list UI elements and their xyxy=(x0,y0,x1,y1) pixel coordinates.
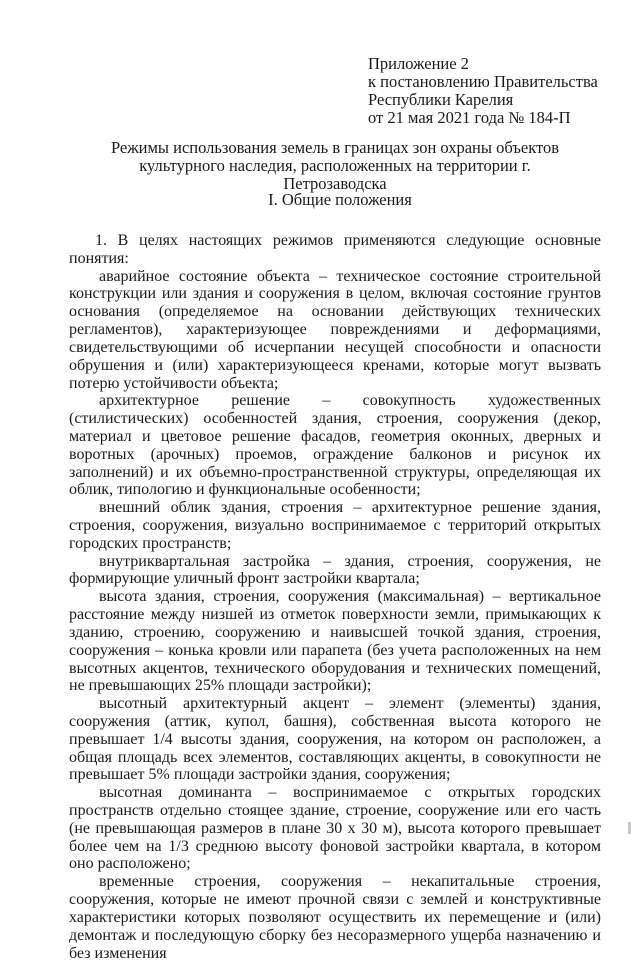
scan-margin-mark xyxy=(628,822,631,834)
paragraph: высотная доминанта – воспринимаемое с открытых городских пространств отдельно стоящее здание, строение, сооружение или его часть (не превышающая размеров в плане 30 х 30 м), высота которого превышает более чем на 1/3 среднюю высоту фоновой застройки квартала, в котором оно расположено; xyxy=(69,784,601,873)
paragraph: высота здания, строения, сооружения (максимальная) – вертикальное расстояние между низшей из отметок поверхности земли, примыкающих к зданию, строению, сооружению и наивысшей точкой здания, строения, сооружения – конька кровли или парапета (без учета расположенных на нем высотных акцентов, технического оборудования и технических помещений, не превышающих 25% площади застройки); xyxy=(69,588,601,695)
paragraph: внешний облик здания, строения – архитектурное решение здания, строения, сооружения, визуально воспринимаемое с территорий открытых городских пространств; xyxy=(69,499,601,552)
paragraph: архитектурное решение – совокупность художественных (стилистических) особенностей здания, строения, сооружения (декор, материал и цветовое решение фасадов, геометрия оконных, дверных и воротных (арочных) проемов, ограждение балконов и рисунок их заполнений) и их объемно-пространственной структуры, определяющая их облик, типологию и функциональные особенности; xyxy=(69,392,601,499)
title-line: Режимы использования земель в границах зон охраны объектов xyxy=(110,138,560,157)
appendix-line: от 21 мая 2021 года № 184-П xyxy=(368,108,571,127)
document-body xyxy=(69,232,601,962)
appendix-line: Республики Карелия xyxy=(368,90,514,109)
paragraph: высотный архитектурный акцент – элемент (элементы) здания, сооружения (аттик, купол, башня), собственная высота которого не превышает 1/4 высоты здания, сооружения, на котором он расположен, а общая площадь всех элементов, составляющих акценты, в совокупности не превышает 5% площади застройки здания, сооружения; xyxy=(69,695,601,784)
title-line: культурного наследия, расположенных на территории г. Петрозаводска xyxy=(139,156,531,193)
appendix-header xyxy=(368,55,598,127)
paragraph: 1. В целях настоящих режимов применяются следующие основные понятия: xyxy=(69,232,601,267)
section-heading: I. Общие положения xyxy=(268,190,412,209)
appendix-line: к постановлению Правительства xyxy=(368,72,598,91)
paragraph: временные строения, сооружения – некапитальные строения, сооружения, которые не имеют прочной связи с землей и конструктивные характеристики которых позволяют осуществить их перемещение и (или) демонтаж и последующую сборку без несоразмерного ущерба назначению и без изменения xyxy=(69,873,601,962)
paragraph: внутриквартальная застройка – здания, строения, сооружения, не формирующие уличный фронт застройки квартала; xyxy=(69,552,601,588)
paragraph: аварийное состояние объекта – техническое состояние строительной конструкции или здания и сооружения в целом, включая состояние грунтов основания (определяемое на основании действующих технических регламентов), характеризующее повреждениями и деформациями, свидетельствующими об исчерпании несущей способности и опасности обрушения и (или) характеризующееся кренами, которые могут вызвать потерю устойчивости объекта; xyxy=(69,267,601,392)
appendix-line: Приложение 2 xyxy=(368,54,469,73)
document-title xyxy=(90,139,580,193)
